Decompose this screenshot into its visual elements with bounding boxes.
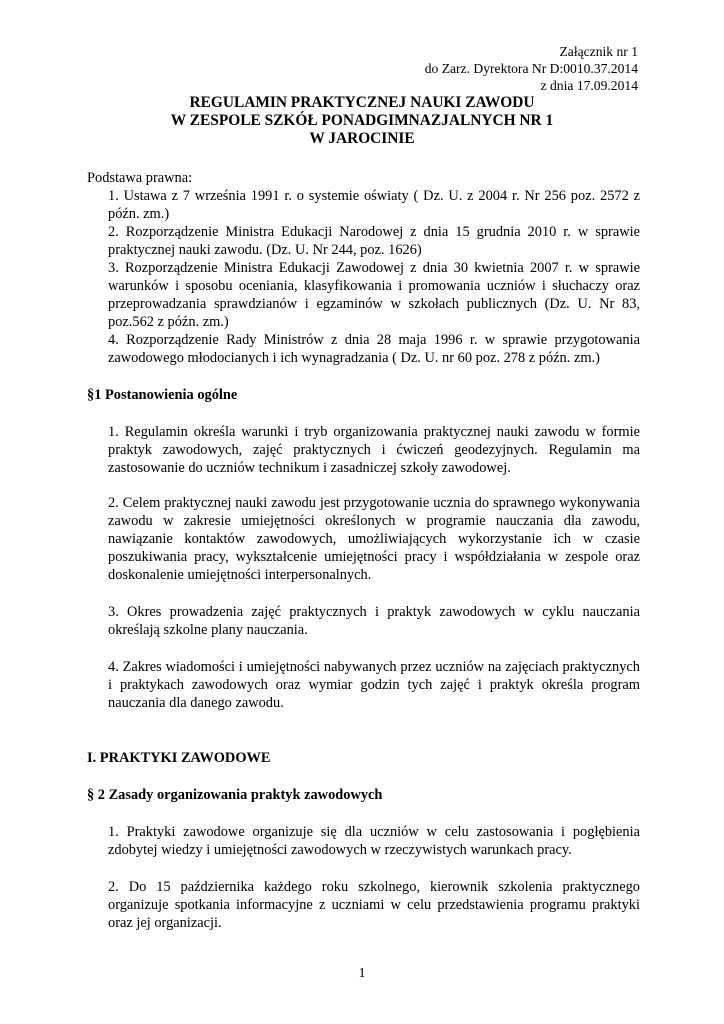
document-title [0,94,724,148]
section-1-paragraph-4: 4. Zakres wiadomości i umiejętności nabywanych przez uczniów na zajęciach praktycznych i praktykach zawodowych oraz wymiar godzin tych zajęć i praktyk określa program nauczania dla danego zawodu. [108,659,640,711]
chapter-1-heading: I. PRAKTYKI ZAWODOWE [87,750,271,766]
section-1-paragraph-3: 3. Okres prowadzenia zajęć praktycznych i praktyk zawodowych w cyklu nauczania określają szkolne plany nauczania. [108,604,640,638]
legal-basis-heading: Podstawa prawna: [87,170,193,186]
title-line-1: REGULAMIN PRAKTYCZNEJ NAUKI ZAWODU [189,94,535,111]
legal-basis-item: 3. Rozporządzenie Ministra Edukacji Zawodowej z dnia 30 kwietnia 2007 r. w sprawie warunków i sposobu oceniania, klasyfikowania i promowania uczniów i słuchaczy oraz przeprowadzania sprawdzianów i egzaminów w szkołach publicznych (Dz. U. Nr 83, poz.562 z późn. zm.) [108,260,640,330]
legal-basis-item: 1. Ustawa z 7 września 1991 r. o systemie oświaty ( Dz. U. z 2004 r. Nr 256 poz. 2572 z późn. zm.) [108,188,640,222]
section-1-heading: §1 Postanowienia ogólne [87,387,238,403]
section-2-paragraph-1: 1. Praktyki zawodowe organizuje się dla uczniów w celu zastosowania i pogłębienia zdobytej wiedzy i umiejętności zawodowych w rzeczywistych warunkach pracy. [108,824,640,858]
annex-date: z dnia 17.09.2014 [540,78,638,93]
title-line-3: W JAROCINIE [309,130,415,147]
annex-number: Załącznik nr 1 [559,44,638,59]
legal-basis-item: 2. Rozporządzenie Ministra Edukacji Narodowej z dnia 15 grudnia 2010 r. w sprawie praktycznej nauki zawodu. (Dz. U. Nr 244, poz. 1626) [108,224,640,258]
section-2-heading: § 2 Zasady organizowania praktyk zawodowych [87,787,383,803]
section-1-paragraph-2: 2. Celem praktycznej nauki zawodu jest przygotowanie ucznia do sprawnego wykonywania zawodu w zakresie umiejętności określonych w programie nauczania dla zawodu, nawiązanie kontaktów zawodowych, umożliwiających wykorzystanie ich w czasie poszukiwania pracy, wykształcenie umiejętności pracy i współdziałania w zespole oraz doskonalenie umiejętności interpersonalnych. [108,495,640,583]
page-number: 1 [358,966,366,981]
legal-basis-item: 4. Rozporządzenie Rady Ministrów z dnia 28 maja 1996 r. w sprawie przygotowania zawodowego młodocianych i ich wynagradzania ( Dz. U. nr 60 poz. 278 z późn. zm.) [108,332,640,366]
annex-reference [425,43,638,94]
section-2-paragraph-2: 2. Do 15 października każdego roku szkolnego, kierownik szkolenia praktycznego organizuje spotkania informacyjne z uczniami w celu przedstawienia programu praktyki oraz jej organizacji. [108,879,640,931]
title-line-2: W ZESPOLE SZKÓŁ PONADGIMNAZJALNYCH NR 1 [170,112,554,129]
section-1-paragraph-1: 1. Regulamin określa warunki i tryb organizowania praktycznej nauki zawodu w formie praktyk zawodowych, zajęć praktycznych i ćwiczeń geodezyjnych. Regulamin ma zastosowanie do uczniów technikum i zasadniczej szkoły zawodowej. [108,424,640,476]
legal-basis-list [108,187,640,367]
annex-order: do Zarz. Dyrektora Nr D:0010.37.2014 [424,61,638,76]
